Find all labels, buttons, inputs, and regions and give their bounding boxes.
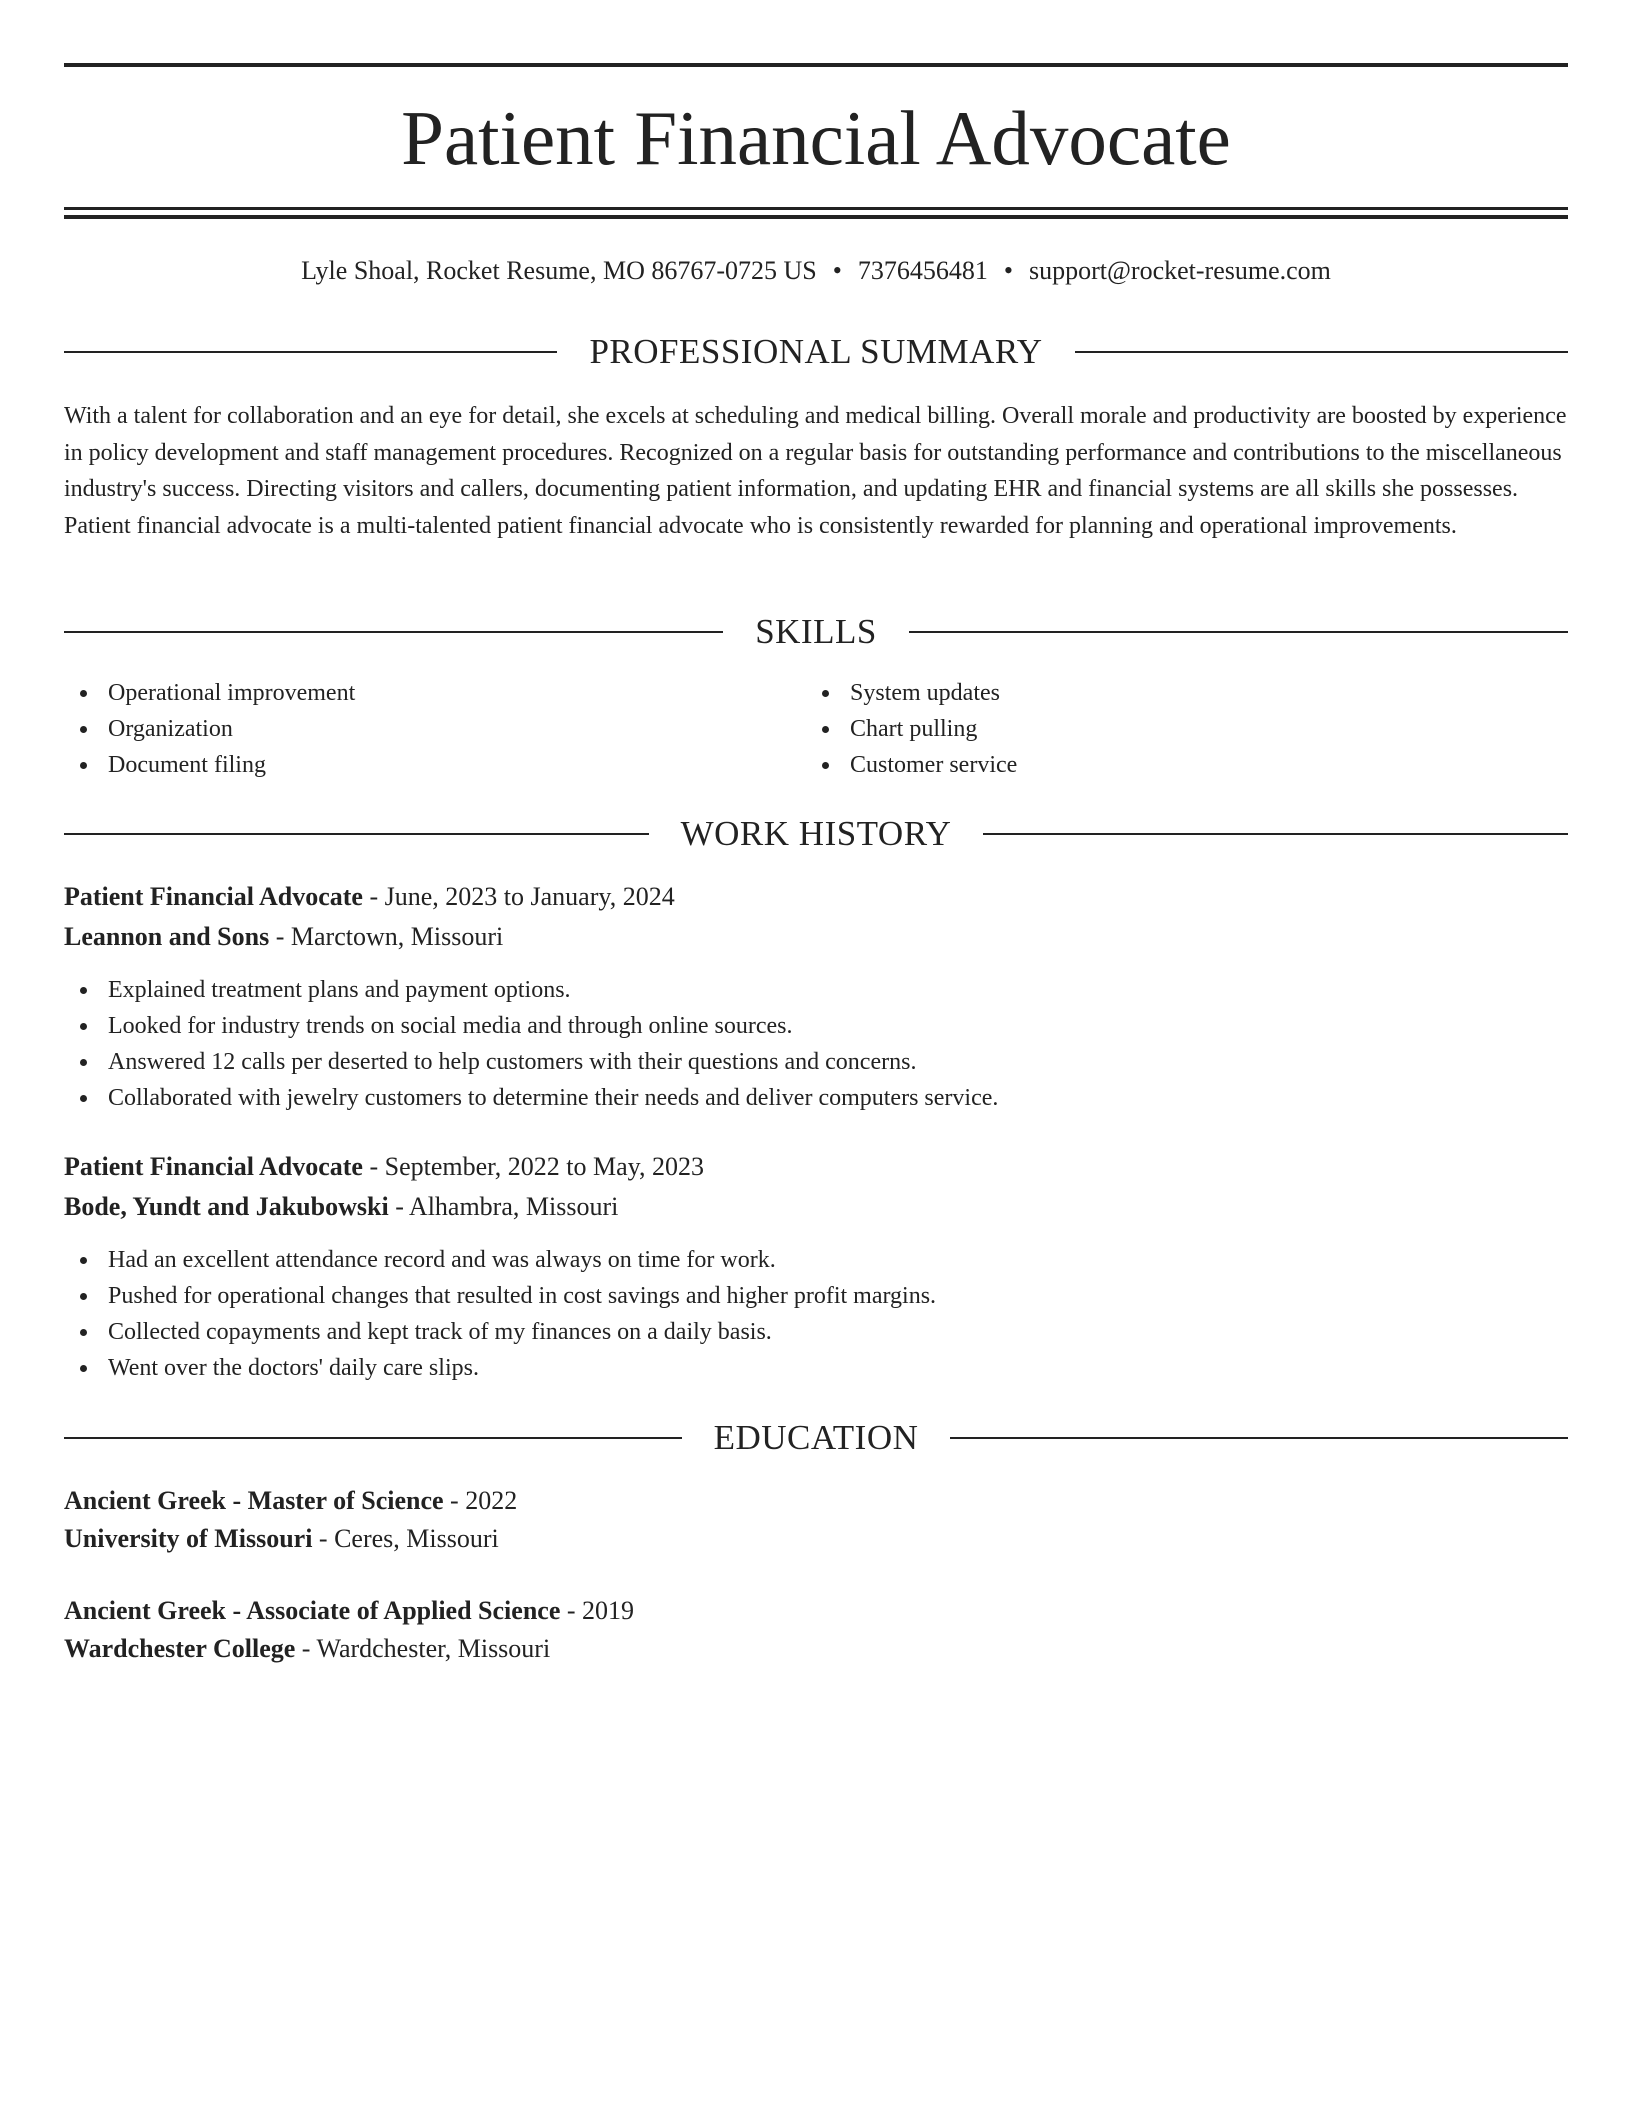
job-location: - Marctown, Missouri <box>269 922 504 951</box>
job-role: Patient Financial Advocate <box>64 882 363 911</box>
list-item: Answered 12 calls per deserted to help customers with their questions and concerns. <box>64 1044 998 1080</box>
section-title: PROFESSIONAL SUMMARY <box>589 332 1043 371</box>
contact-phone: 7376456481 <box>857 256 988 285</box>
contact-address: Lyle Shoal, Rocket Resume, MO 86767-0725 US <box>301 256 817 285</box>
list-item: Looked for industry trends on social media and through online sources. <box>64 1008 998 1044</box>
skills-list-left <box>64 675 355 783</box>
job-dates: - June, 2023 to January, 2024 <box>362 882 675 911</box>
header-top-rule <box>64 63 1568 67</box>
list-item: Pushed for operational changes that resulted in cost savings and higher profit margins. <box>64 1278 936 1314</box>
job-company: Leannon and Sons <box>64 922 270 951</box>
heading-rule <box>950 1437 1568 1439</box>
heading-rule <box>64 1437 682 1439</box>
summary-text: With a talent for collaboration and an eye for detail, she excels at scheduling and medical billing. Overall morale and productivity are boosted by experience in policy development and staff management procedures. Recognized on a regular basis for outstanding performance and contributions to the miscellaneous industry's success. Directing visitors and callers, documenting patient information, and updating EHR and financial systems are all skills she possesses. Patient financial advocate is a multi-talented patient financial advocate who is consistently rewarded for planning and operational improvements. <box>64 403 1567 539</box>
heading-rule <box>64 351 557 353</box>
list-item: Collaborated with jewelry customers to determine their needs and deliver computers service. <box>64 1080 998 1116</box>
education-school: University of Missouri <box>64 1524 313 1553</box>
education-degree-line <box>64 1481 517 1521</box>
header-bottom-rule <box>64 207 1568 210</box>
section-heading-summary <box>64 330 1568 374</box>
job-location: - Alhambra, Missouri <box>388 1192 619 1221</box>
contact-email: support@rocket-resume.com <box>1028 256 1331 285</box>
skill-item: Organization <box>64 711 355 747</box>
education-location: - Wardchester, Missouri <box>295 1634 551 1663</box>
heading-rule <box>64 833 649 835</box>
contact-separator: • <box>832 256 842 285</box>
job-title-line <box>64 877 675 917</box>
education-year: - 2019 <box>560 1596 635 1625</box>
skill-item: Chart pulling <box>806 711 1017 747</box>
section-title: WORK HISTORY <box>680 814 952 853</box>
education-degree: Ancient Greek - Master of Science <box>64 1486 444 1515</box>
job-bullets <box>64 972 998 1116</box>
heading-rule <box>909 631 1568 633</box>
contact-separator: • <box>1003 256 1013 285</box>
job-company: Bode, Yundt and Jakubowski <box>64 1192 389 1221</box>
skill-item: Operational improvement <box>64 675 355 711</box>
list-item: Went over the doctors' daily care slips. <box>64 1350 936 1386</box>
education-location: - Ceres, Missouri <box>312 1524 499 1553</box>
section-heading-skills <box>64 610 1568 654</box>
education-degree: Ancient Greek - Associate of Applied Science <box>64 1596 561 1625</box>
skill-item: System updates <box>806 675 1017 711</box>
list-item: Explained treatment plans and payment options. <box>64 972 998 1008</box>
heading-rule <box>1075 351 1568 353</box>
job-company-line <box>64 1187 618 1227</box>
section-heading-work <box>64 812 1568 856</box>
job-bullets <box>64 1242 936 1386</box>
skill-item: Customer service <box>806 747 1017 783</box>
education-year: - 2022 <box>443 1486 518 1515</box>
contact-line <box>64 252 1568 290</box>
heading-rule <box>64 631 723 633</box>
job-role: Patient Financial Advocate <box>64 1152 363 1181</box>
skills-list-right <box>806 675 1017 783</box>
education-school-line <box>64 1629 550 1669</box>
job-dates: - September, 2022 to May, 2023 <box>362 1152 704 1181</box>
education-degree-line <box>64 1591 634 1631</box>
job-title-line <box>64 1147 704 1187</box>
candidate-name: Patient Financial Advocate <box>401 95 1231 181</box>
education-school-line <box>64 1519 499 1559</box>
list-item: Had an excellent attendance record and was always on time for work. <box>64 1242 936 1278</box>
section-title: EDUCATION <box>713 1418 919 1457</box>
skill-item: Document filing <box>64 747 355 783</box>
section-heading-education <box>64 1416 1568 1460</box>
list-item: Collected copayments and kept track of my finances on a daily basis. <box>64 1314 936 1350</box>
section-title: SKILLS <box>755 612 877 651</box>
heading-rule <box>983 833 1568 835</box>
job-company-line <box>64 917 503 957</box>
header-bottom-rule-thick <box>64 215 1568 219</box>
education-school: Wardchester College <box>64 1634 296 1663</box>
